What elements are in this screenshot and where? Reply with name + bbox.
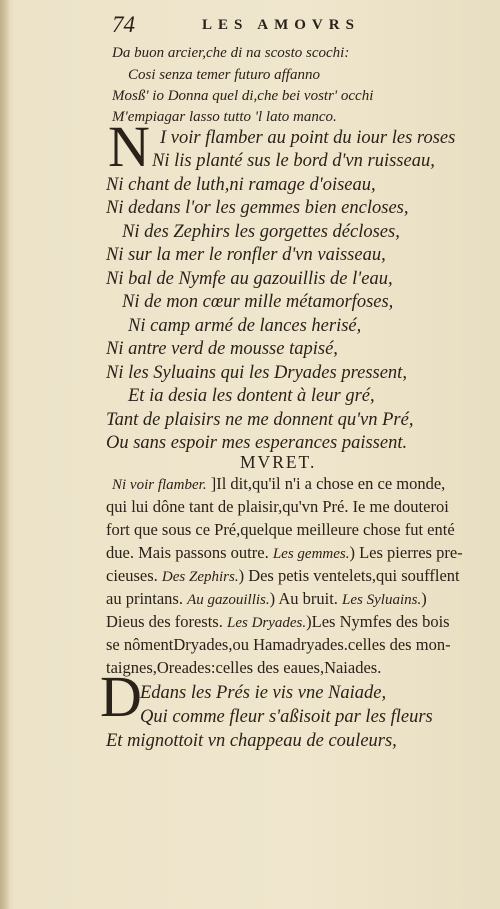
sonnet-line: Ni des Zephirs les gorgettes décloses, (122, 222, 400, 242)
running-title: LES AMOVRS (202, 17, 360, 33)
sonnet-line: Ni antre verd de mousse tapisé, (106, 339, 338, 359)
gloss-text: ) (421, 589, 427, 608)
gloss-text: ]Il dit,qu'il n'i a chose en ce monde, (206, 474, 446, 493)
page-number: 74 (112, 12, 135, 37)
italian-line: Mosß' io Donna quel di,che bei vostr' occhi (112, 88, 374, 104)
gloss-text: ) Des petis ventelets,qui soufflent (238, 566, 460, 585)
commentary-line: qui lui dône tant de plaisir,qu'vn Pré. Ie me douteroi (106, 497, 449, 516)
sonnet-line: Ni dedans l'or les gemmes bien encloses, (106, 198, 409, 218)
commentary-heading: MVRET. (240, 452, 317, 472)
commentary-line (106, 612, 450, 632)
commentary-line (112, 474, 445, 494)
commentary-line: taignes,Oreades:celles des eaues,Naiades. (106, 658, 382, 677)
sonnet-line: Ni sur la mer le ronfler d'vn vaisseau, (106, 245, 386, 265)
gloss-text: au printans. (106, 589, 188, 608)
lemma: Au gazouillis. (187, 592, 270, 608)
lemma: Les Syluains. (342, 592, 422, 608)
lemma: Les gemmes. (272, 546, 350, 562)
sonnet-line: Et ia desia les dontent à leur gré, (128, 386, 375, 406)
lemma: Des Zephirs. (161, 569, 239, 585)
sonnet-line: Ni lis planté sus le bord d'vn ruisseau, (152, 151, 435, 171)
commentary-line (106, 543, 463, 563)
lemma: Les Dryades. (226, 615, 307, 631)
sonnet-line: I voir flamber au point du iour les roses (160, 128, 456, 148)
lemma: Ni voir flamber. (112, 477, 207, 493)
sonnet-line: Ni les Syluains qui les Dryades pressent, (106, 363, 407, 383)
commentary-line: fort que sous ce Pré,quelque meilleure chose fut enté (106, 520, 455, 539)
drop-capital: N (108, 114, 150, 179)
sonnet-line: Qui comme fleur s'aßisoit par les fleurs (140, 707, 433, 727)
sonnet-line: Ou sans espoir mes esperances paissent. (106, 433, 408, 453)
drop-capital: D (100, 664, 142, 729)
commentary-line (106, 589, 427, 609)
sonnet-line: Ni chant de luth,ni ramage d'oiseau, (106, 175, 376, 195)
italian-line: Cosi senza temer futuro affanno (128, 67, 320, 83)
sonnet-line: Ni de mon cœur mille métamorfoses, (122, 292, 394, 312)
sonnet-line: Tant de plaisirs ne me donnent qu'vn Pré, (106, 410, 414, 430)
italian-line: M'empiagar lasso tutto 'l lato manco. (112, 109, 337, 125)
sonnet-line: Ni camp armé de lances herisé, (128, 316, 362, 336)
sonnet-line: Ni bal de Nymfe au gazouillis de l'eau, (106, 269, 393, 289)
sonnet-line: Edans les Prés ie vis vne Naiade, (140, 683, 387, 703)
sonnet-line: Et mignottoit vn chappeau de couleurs, (106, 731, 397, 751)
gloss-text: due. Mais passons outre. (106, 543, 273, 562)
gloss-text: ) Au bruit. (269, 589, 343, 608)
commentary-line: se nômentDryades,ou Hamadryades.celles des mon- (106, 635, 451, 654)
gloss-text: Dieus des forests. (106, 612, 227, 631)
gloss-text: cieuses. (106, 566, 162, 585)
gloss-text: )Les Nymfes des bois (306, 612, 450, 631)
italian-line: Da buon arcier,che di na scosto scochi: (112, 45, 350, 61)
gutter-shadow (0, 0, 10, 909)
gloss-text: ) Les pierres pre- (349, 543, 463, 562)
commentary-line (106, 566, 460, 586)
